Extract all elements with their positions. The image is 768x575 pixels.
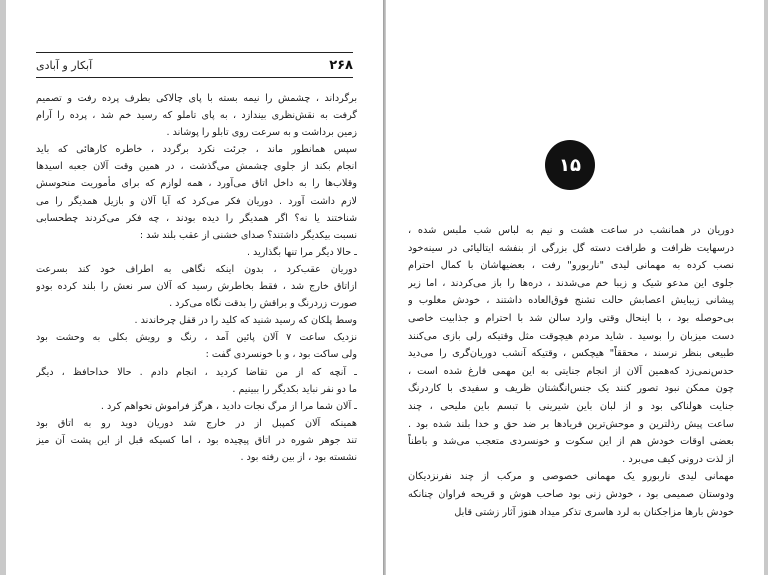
running-title: آبکار و آبادی bbox=[36, 59, 93, 72]
text-line: سپس همانطور ماند ، جرئت نکرد برگردد ، خاطره کارهائی که باید bbox=[36, 144, 357, 156]
paragraph bbox=[36, 312, 357, 329]
text-line: نسبت بیکدیگر داشتند؟ صدای خشنی از عقب بلند شد : bbox=[139, 229, 357, 241]
text-line: مهمانی لیدی ناربورو یک مهمانی خصوصی و مرکب از چند نفرنزدیکان bbox=[408, 471, 734, 483]
text-line: دوریان عقب‌کرد ، بدون اینکه نگاهی به اطراف خود کند بسرعت bbox=[36, 263, 357, 275]
page-number: ۲۶۸ bbox=[329, 58, 353, 73]
paragraph bbox=[36, 244, 357, 261]
right-page-body-text bbox=[408, 222, 734, 521]
text-line: زمین برداشت و به سرعت روی تابلو را پوشاند . bbox=[166, 127, 357, 139]
text-line: صورت زردرنگ و براقش را بدقت نگاه می‌کرد . bbox=[169, 298, 357, 310]
text-line: دوریان در همانشب در ساعت هشت و نیم به لباس شب ملبس شده ، bbox=[408, 225, 734, 236]
text-line: همینکه آلان کمپبل از در خارج شد دوریان دوید رو به اتاق بود bbox=[36, 417, 357, 429]
text-line: برگرداند ، چشمش را نیمه بسته با پای چالاکی بطرف پرده رفت و تصمیم bbox=[36, 93, 357, 104]
paragraph bbox=[36, 261, 357, 312]
text-line: ازاتاق خارج شد ، فقط بخاطرش رسید که آلان سر نعش را بلند کرده بودو bbox=[36, 281, 357, 293]
text-line: طبیعی بنظر نرسند ، محققاً" هیچکس ، وقتیکه آنشب دوریان‌گری را می‌دید bbox=[408, 348, 734, 360]
text-line: خودش بارها مزاجکنان به لرد هاسری تذکر میداد هنوز آثار زشتی قابل bbox=[454, 506, 734, 518]
text-line: پیشانی زیبایش اعصابش حالت تشنج فوق‌العاده داشتند ، خودش مغلوب و bbox=[408, 295, 734, 307]
text-line: ـ آلان شما مرا از مرگ نجات دادید ، هرگز فراموش نخواهم کرد . bbox=[100, 400, 357, 412]
paragraph bbox=[36, 364, 357, 398]
text-line: ولی ساکت بود ، و با خونسردی گفت : bbox=[205, 349, 357, 361]
text-line: جنایت هولناکی بود و از لبان باین شیرینی با تبسم باین ملیحی ، چند bbox=[408, 400, 734, 412]
text-line: ودوستان صمیمی بود ، خودش زنی بود صاحب هوش و قریحه فراوان چنانکه bbox=[408, 488, 734, 500]
text-line: بعضی اوقات خودش هم از این سکوت و خونسردی متعجب می‌شد و باطناً bbox=[408, 436, 734, 448]
text-line: لازم داشت آورد . دوریان فکر می‌کرد که آیا آلان و بازیل همدیگر را می‌ bbox=[36, 195, 357, 207]
right-book-page bbox=[386, 0, 764, 575]
text-line: ساعت پیش رذلترین و موحش‌ترین فریادها بر ضد حق و خدا بلند شده بود . bbox=[408, 418, 734, 430]
chapter-number-badge: ۱۵ bbox=[545, 140, 595, 190]
paragraph bbox=[36, 329, 357, 363]
text-line: وقلاب‌ها را به داخل اتاق می‌آورد ، همه لوازم که برای مأموریت منحوسش bbox=[36, 178, 357, 190]
paragraph bbox=[36, 141, 357, 244]
paragraph bbox=[36, 398, 357, 415]
text-line: ـ آنچه که از من تقاضا کردید ، انجام دادم . حالا خداحافظ ، دیگر bbox=[36, 366, 357, 378]
page-header bbox=[36, 57, 353, 78]
text-line: چون ممکن نبود تصور کنند یک جنس‌انگشتان ظریف و سفیدی با کارد‌رنگ bbox=[408, 383, 734, 395]
text-line: ـ حالا دیگر مرا تنها بگذارید . bbox=[246, 246, 357, 258]
text-line: از لذت درونی کیف می‌برد . bbox=[622, 453, 734, 465]
left-page-body-text bbox=[36, 90, 357, 466]
text-line: بی‌حوصله بود ، با اینحال وقتی وارد سالن شد با احترام و جذابیت خاصی bbox=[408, 312, 734, 324]
left-book-page bbox=[6, 0, 384, 575]
text-line: شناختند یا نه؟ اگر همدیگر را دیده بودند ، چه فکر می‌کردند چطحسابی bbox=[36, 212, 357, 224]
text-line: جلوی این مدعو شیک و زیبا خم می‌شدند ، دره‌ها را باز می‌کردند ، اما زیر bbox=[408, 277, 734, 289]
text-line: ما دو نفر نباید بکدیگر را ببینیم . bbox=[232, 383, 357, 395]
paragraph bbox=[408, 468, 734, 521]
paragraph bbox=[36, 90, 357, 141]
text-line: نصب کرده به مهمانی لیدی "ناربورو" رفت ، بعضیهاشان با کمال احترام bbox=[408, 260, 734, 272]
text-line: تند جوهر شوره در اتاق پیچیده بود ، اما کسیکه قبل از این پشت آن میز bbox=[36, 434, 357, 446]
text-line: نزدیک ساعت ۷ آلان پائین آمد ، رنگ و رویش بکلی به وحشت بود bbox=[36, 332, 357, 344]
header-top-rule bbox=[36, 52, 353, 53]
paragraph bbox=[408, 222, 734, 468]
text-line: حدس‌نمی‌زد که‌همین آلان از انجام جنایتی به این مهمی فارغ شده است ، bbox=[408, 365, 734, 377]
text-line: درسهایت ظرافت و طرافت دسته گل بزرگی از بنفشه ایتالیائی در سینه‌خود bbox=[408, 242, 734, 254]
text-line: دست میزبان را بوسید . شاید مردم هیچوقت مثل وقتیکه رلی بازی می‌کنند bbox=[408, 330, 734, 342]
text-line: انجام بکند از جلوی چشمش می‌گذشت ، در همین وقت آلان جعبه اسیدها bbox=[36, 161, 357, 173]
paragraph bbox=[36, 415, 357, 466]
text-line: وسط پلکان که رسید شنید که کلید را در قفل چرخاندند . bbox=[134, 315, 357, 327]
text-line: گرفت به نقش‌نظری بیندازد ، به پای تاملو که رسید خم شد ، پرده را آرام bbox=[36, 110, 357, 122]
text-line: نشسته بود ، از بین رفته بود . bbox=[240, 451, 357, 463]
